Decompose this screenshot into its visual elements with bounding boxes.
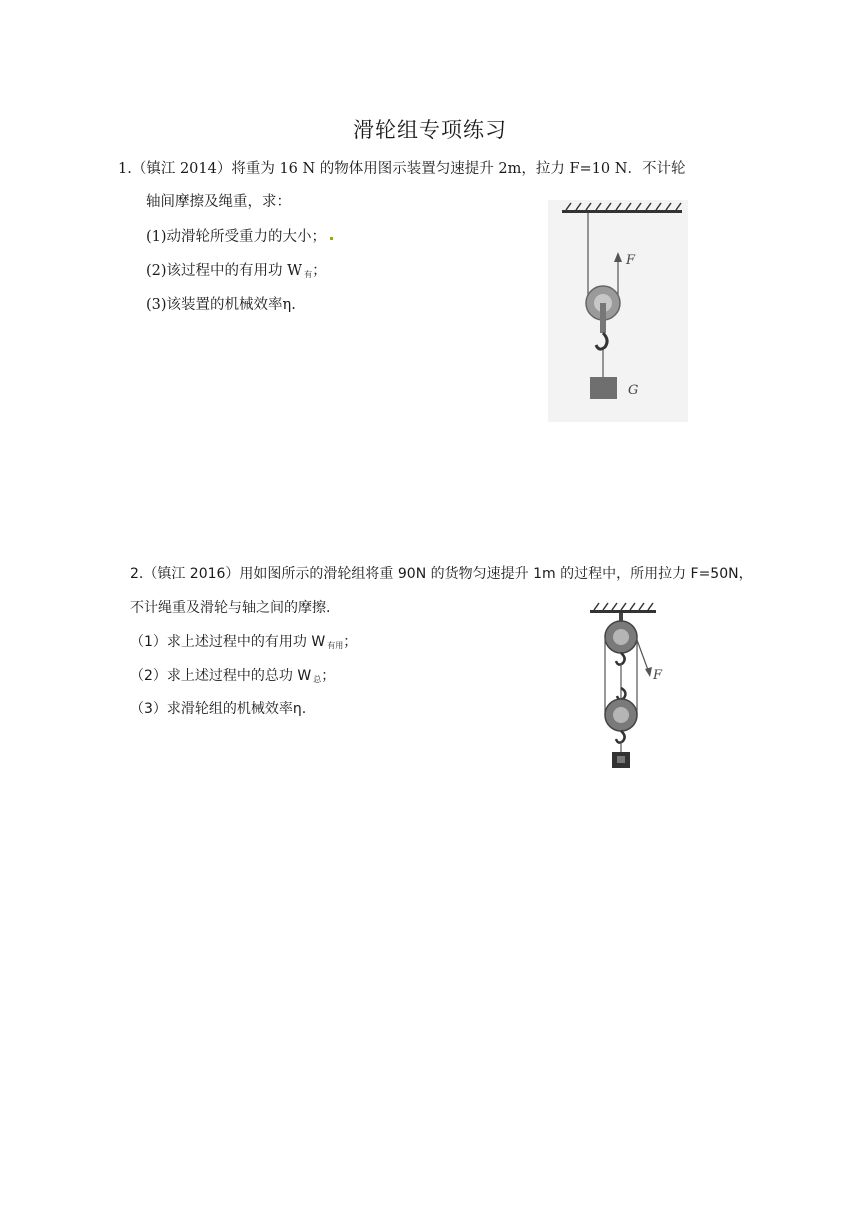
movable-pulley-inner <box>613 707 629 723</box>
weight-block-label-area <box>617 756 625 763</box>
hook-icon <box>616 731 625 743</box>
q2-line2: 不计绳重及滑轮与轴之间的摩擦. <box>130 600 331 616</box>
q1-pulley-figure <box>548 200 688 422</box>
q1-item1-text: (1)动滑轮所受重力的大小； <box>146 229 327 245</box>
q2-item3: （3）求滑轮组的机械效率η. <box>130 701 307 717</box>
page-title: 滑轮组专项练习 <box>353 118 507 142</box>
hook-icon <box>616 653 625 665</box>
force-label: F <box>653 668 663 683</box>
q1-item2-end: ； <box>312 263 327 279</box>
q2-item1-text: （1）求上述过程中的有用功 W <box>130 634 326 650</box>
weight-label: G <box>628 383 639 398</box>
q2-item2-text: （2）求上述过程中的总功 W <box>130 668 312 684</box>
pulley-bracket <box>600 303 606 333</box>
force-arrow-icon <box>645 667 652 677</box>
q2-pulley-figure <box>588 600 680 775</box>
pull-rope <box>637 640 648 670</box>
q1-item1 <box>146 225 333 246</box>
q2-item2-subscript: 总 <box>313 675 322 684</box>
q2-line1: 2.（镇江 2016）用如图所示的滑轮组将重 90N 的货物匀速提升 1m 的过程中，所用拉力 F=50N， <box>130 566 753 582</box>
q2-item1 <box>130 631 357 651</box>
green-dot-mark <box>330 237 333 240</box>
q1-item2 <box>146 259 327 280</box>
q1-line1: 1.（镇江 2014）将重为 16 N 的物体用图示装置匀速提升 2m，拉力 F=10 N．不计轮 <box>118 161 686 177</box>
q2-item1-subscript: 有用 <box>327 641 344 650</box>
q1-line2: 轴间摩擦及绳重，求： <box>146 194 291 210</box>
q2-item2-end: ； <box>321 668 336 684</box>
ceiling-line <box>590 610 656 613</box>
weight-block <box>590 377 617 399</box>
q2-item2 <box>130 665 335 685</box>
q1-item3: (3)该装置的机械效率η. <box>146 297 296 313</box>
ceiling-line <box>562 210 682 213</box>
q2-item1-end: ； <box>343 634 358 650</box>
fixed-pulley-inner <box>613 629 629 645</box>
q1-item2-subscript: 有 <box>304 270 313 279</box>
force-label: F <box>626 253 636 268</box>
q1-item2-text: (2)该过程中的有用功 W <box>146 263 303 279</box>
ceiling-hatch <box>594 603 653 610</box>
